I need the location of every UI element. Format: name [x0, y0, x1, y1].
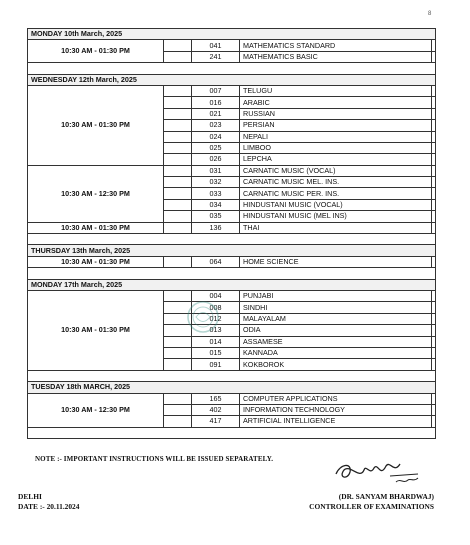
place-date-block — [18, 492, 79, 511]
subject-code: 025 — [192, 142, 240, 153]
subject-code: 032 — [192, 177, 240, 188]
subject-code: 035 — [192, 211, 240, 222]
spacer-row — [28, 427, 436, 438]
exam-date: THURSDAY 13th March, 2025 — [28, 245, 436, 256]
gap-cell — [164, 199, 192, 210]
gap-cell — [432, 313, 436, 324]
gap-cell — [164, 222, 192, 233]
gap-cell — [432, 85, 436, 96]
spacer-row — [28, 234, 436, 245]
spacer-cell — [28, 427, 436, 438]
subject-name: LEPCHA — [240, 154, 432, 165]
subject-code: 402 — [192, 404, 240, 415]
gap-cell — [164, 165, 192, 176]
gap-cell — [164, 256, 192, 267]
exam-date: WEDNESDAY 12th March, 2025 — [28, 74, 436, 85]
gap-cell — [432, 347, 436, 358]
subject-code: 241 — [192, 51, 240, 62]
subject-name: KANNADA — [240, 347, 432, 358]
subject-code: 031 — [192, 165, 240, 176]
subject-code: 417 — [192, 416, 240, 427]
spacer-row — [28, 268, 436, 279]
gap-cell — [432, 211, 436, 222]
datesheet — [27, 28, 435, 439]
subject-code: 015 — [192, 347, 240, 358]
subject-name: LIMBOO — [240, 142, 432, 153]
subject-name: HINDUSTANI MUSIC (VOCAL) — [240, 199, 432, 210]
gap-cell — [164, 142, 192, 153]
subject-name: HINDUSTANI MUSIC (MEL INS) — [240, 211, 432, 222]
subject-name: ASSAMESE — [240, 336, 432, 347]
exam-time: 10:30 AM - 01:30 PM — [28, 256, 164, 267]
subject-name: THAI — [240, 222, 432, 233]
gap-cell — [432, 199, 436, 210]
gap-cell — [164, 347, 192, 358]
gap-cell — [432, 393, 436, 404]
spacer-row — [28, 370, 436, 381]
signer-block — [309, 492, 434, 511]
handwritten-signature — [330, 454, 426, 494]
table-row — [28, 393, 436, 404]
gap-cell — [432, 359, 436, 370]
subject-name: PERSIAN — [240, 120, 432, 131]
subject-name: ARABIC — [240, 97, 432, 108]
gap-cell — [432, 188, 436, 199]
important-note: NOTE :- IMPORTANT INSTRUCTIONS WILL BE ISSUED SEPARATELY. — [35, 455, 274, 463]
gap-cell — [432, 336, 436, 347]
exam-date: MONDAY 10th March, 2025 — [28, 29, 436, 40]
exam-date: MONDAY 17th March, 2025 — [28, 279, 436, 290]
date-row — [28, 29, 436, 40]
subject-name: ODIA — [240, 325, 432, 336]
subject-code: 021 — [192, 108, 240, 119]
gap-cell — [164, 404, 192, 415]
gap-cell — [432, 256, 436, 267]
table-row — [28, 290, 436, 301]
subject-name: PUNJABI — [240, 290, 432, 301]
signer-title: CONTROLLER OF EXAMINATIONS — [309, 501, 434, 511]
gap-cell — [164, 416, 192, 427]
gap-cell — [164, 108, 192, 119]
subject-code: 012 — [192, 313, 240, 324]
gap-cell — [432, 97, 436, 108]
date-row — [28, 382, 436, 393]
subject-name: MALAYALAM — [240, 313, 432, 324]
gap-cell — [164, 211, 192, 222]
subject-name: KOKBOROK — [240, 359, 432, 370]
gap-cell — [164, 393, 192, 404]
issue-date: DATE :- 20.11.2024 — [18, 501, 80, 511]
table-row — [28, 256, 436, 267]
spacer-cell — [28, 63, 436, 74]
gap-cell — [432, 142, 436, 153]
subject-code: 091 — [192, 359, 240, 370]
gap-cell — [432, 120, 436, 131]
gap-cell — [164, 120, 192, 131]
watermark-seal-icon — [186, 300, 220, 334]
gap-cell — [432, 302, 436, 313]
exam-time: 10:30 AM - 01:30 PM — [28, 222, 164, 233]
subject-code: 024 — [192, 131, 240, 142]
date-row — [28, 279, 436, 290]
gap-cell — [432, 404, 436, 415]
timetable-body — [28, 29, 436, 439]
subject-code: 165 — [192, 393, 240, 404]
exam-timetable — [27, 28, 436, 439]
spacer-cell — [28, 268, 436, 279]
gap-cell — [432, 177, 436, 188]
exam-time: 10:30 AM - 01:30 PM — [28, 290, 164, 370]
date-row — [28, 245, 436, 256]
table-row — [28, 222, 436, 233]
subject-name: CARNATIC MUSIC (VOCAL) — [240, 165, 432, 176]
gap-cell — [164, 336, 192, 347]
subject-code: 016 — [192, 97, 240, 108]
gap-cell — [432, 290, 436, 301]
subject-name: MATHEMATICS STANDARD — [240, 40, 432, 51]
gap-cell — [164, 97, 192, 108]
subject-code: 013 — [192, 325, 240, 336]
gap-cell — [432, 131, 436, 142]
gap-cell — [432, 325, 436, 336]
gap-cell — [164, 188, 192, 199]
subject-code: 004 — [192, 290, 240, 301]
subject-name: TELUGU — [240, 85, 432, 96]
subject-name: RUSSIAN — [240, 108, 432, 119]
page-number: 8 — [428, 11, 432, 17]
exam-time: 10:30 AM - 01:30 PM — [28, 40, 164, 63]
gap-cell — [432, 40, 436, 51]
gap-cell — [432, 416, 436, 427]
gap-cell — [432, 222, 436, 233]
gap-cell — [432, 51, 436, 62]
subject-name: CARNATIC MUSIC PER. INS. — [240, 188, 432, 199]
subject-name: ARTIFICIAL INTELLIGENCE — [240, 416, 432, 427]
subject-code: 008 — [192, 302, 240, 313]
subject-code: 064 — [192, 256, 240, 267]
spacer-cell — [28, 234, 436, 245]
gap-cell — [432, 108, 436, 119]
subject-code: 041 — [192, 40, 240, 51]
gap-cell — [164, 154, 192, 165]
gap-cell — [164, 131, 192, 142]
exam-time: 10:30 AM - 12:30 PM — [28, 393, 164, 427]
subject-code: 033 — [192, 188, 240, 199]
gap-cell — [164, 85, 192, 96]
gap-cell — [432, 154, 436, 165]
spacer-row — [28, 63, 436, 74]
subject-code: 014 — [192, 336, 240, 347]
table-row — [28, 40, 436, 51]
subject-code: 007 — [192, 85, 240, 96]
date-row — [28, 74, 436, 85]
table-row — [28, 85, 436, 96]
subject-name: HOME SCIENCE — [240, 256, 432, 267]
subject-name: COMPUTER APPLICATIONS — [240, 393, 432, 404]
subject-name: NEPALI — [240, 131, 432, 142]
signer-name: (DR. SANYAM BHARDWAJ) — [338, 492, 434, 501]
subject-name: SINDHI — [240, 302, 432, 313]
gap-cell — [432, 165, 436, 176]
subject-code: 026 — [192, 154, 240, 165]
subject-code: 023 — [192, 120, 240, 131]
subject-code: 136 — [192, 222, 240, 233]
exam-date: TUESDAY 18th MARCH, 2025 — [28, 382, 436, 393]
spacer-cell — [28, 370, 436, 381]
gap-cell — [164, 51, 192, 62]
place: DELHI — [18, 492, 42, 501]
gap-cell — [164, 359, 192, 370]
exam-time: 10:30 AM - 12:30 PM — [28, 165, 164, 222]
exam-time: 10:30 AM - 01:30 PM — [28, 85, 164, 165]
subject-code: 034 — [192, 199, 240, 210]
subject-name: INFORMATION TECHNOLOGY — [240, 404, 432, 415]
subject-name: CARNATIC MUSIC MEL. INS. — [240, 177, 432, 188]
subject-name: MATHEMATICS BASIC — [240, 51, 432, 62]
gap-cell — [164, 177, 192, 188]
gap-cell — [164, 40, 192, 51]
table-row — [28, 165, 436, 176]
